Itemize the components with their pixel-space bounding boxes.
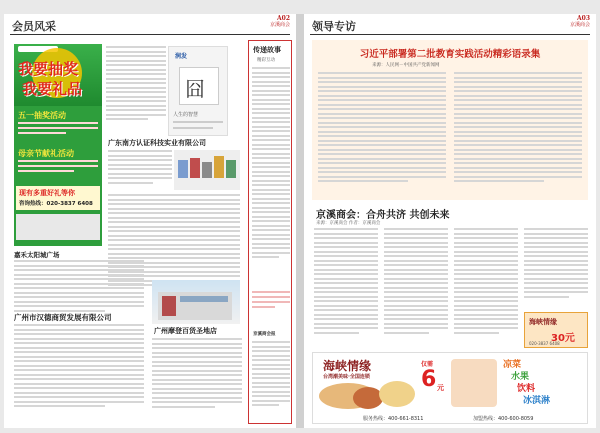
company2-title: 广州市汉德商贸发展有限公司 <box>14 313 112 322</box>
promo-line1: 我要抽奖 <box>18 60 79 78</box>
article-text-mid-1 <box>106 46 166 136</box>
mall-photo <box>152 280 240 324</box>
food-ad-item-1: 凉菜 <box>503 360 522 370</box>
sidebar-footer-label: 京溪商会报 <box>253 332 276 337</box>
article2-title: 京溪商会：合舟共济 共创未来 <box>316 210 450 221</box>
promo-banner <box>14 44 102 246</box>
small-ad: 润发 囧 人生的智慧 <box>168 46 228 136</box>
product-photo <box>174 150 240 190</box>
page-gutter <box>296 14 304 428</box>
food-ad-tagline: 台湾潮美味·全国连锁 <box>323 374 370 380</box>
left-masthead: 京溪商会 <box>269 22 290 28</box>
article-text-left-2 <box>14 324 144 424</box>
left-page-header <box>4 14 296 36</box>
right-page-header <box>304 14 596 36</box>
right-section-title: 领导专访 <box>312 20 356 33</box>
headline-subhead: 来源：人民网－中国共产党新闻网 <box>372 63 440 68</box>
small-price-ad <box>524 312 588 348</box>
food-ad-price: 6 <box>421 367 437 392</box>
article2-col4 <box>524 228 588 308</box>
promo-line2: 我要礼品 <box>22 80 83 98</box>
promo-event-title: 五一抽奖活动 <box>18 111 66 120</box>
article2-col2 <box>384 228 448 346</box>
article2-source: 来源：京溪商会 作者：京溪商会 <box>316 221 381 226</box>
sidebar-title: 传递故事 <box>253 45 281 54</box>
promo-hotline: 咨询热线：020-3837 6408 <box>19 201 93 207</box>
left-page <box>4 14 296 428</box>
small-price-ad-brand: 海峡情缘 <box>529 317 557 326</box>
right-masthead: 京溪商会 <box>569 22 590 28</box>
food-ad <box>312 352 588 424</box>
food-ad-hotline2: 加盟热线：400-600-8059 <box>473 416 534 422</box>
food-ad-brand: 海峡情缘 <box>323 359 372 373</box>
company3-title: 广州摩登百货圣地店 <box>154 326 217 335</box>
headline-box <box>312 40 588 200</box>
article2-col1 <box>314 228 378 346</box>
left-page-number: A02 京溪商会 <box>269 15 290 28</box>
food-ad-item-3: 饮料 <box>517 384 536 394</box>
small-ad-slogan: 人生的智慧 <box>173 112 199 118</box>
food-ad-item-2: 水果 <box>511 372 530 382</box>
promo-event2-title: 母亲节献礼活动 <box>18 149 74 158</box>
promo-brand: 嘉禾太阳城广场 <box>14 251 60 259</box>
small-price-ad-price: 30元 <box>551 333 575 344</box>
right-page <box>304 14 596 428</box>
sidebar-subtitle: 精彩互动 <box>257 58 275 63</box>
right-header-rule <box>310 34 590 35</box>
left-header-rule <box>10 34 290 35</box>
promo-cta: 现有多重好礼等你 <box>19 189 75 197</box>
headline: 习近平部署第二批教育实践活动精彩语录集 <box>359 49 541 60</box>
sidebar-column <box>248 40 292 424</box>
food-ad-price-label: 仅需 <box>421 361 434 368</box>
small-ad-brand: 润发 <box>175 53 188 60</box>
right-page-number: A03 京溪商会 <box>569 15 590 28</box>
food-ad-hotline: 服务热线：400-661-8311 <box>363 416 424 422</box>
company1-title: 广东南方认证科技实业有限公司 <box>108 138 206 147</box>
small-price-ad-phone: 020-3837 6408 <box>529 341 560 346</box>
article-text-mid-2 <box>108 150 172 190</box>
article-text-mid-4 <box>152 338 242 424</box>
left-section-title: 会员风采 <box>12 20 56 33</box>
food-ad-unit: 元 <box>437 384 444 392</box>
food-ad-item-4: 冰淇淋 <box>523 396 551 406</box>
article2-col3 <box>454 228 518 346</box>
